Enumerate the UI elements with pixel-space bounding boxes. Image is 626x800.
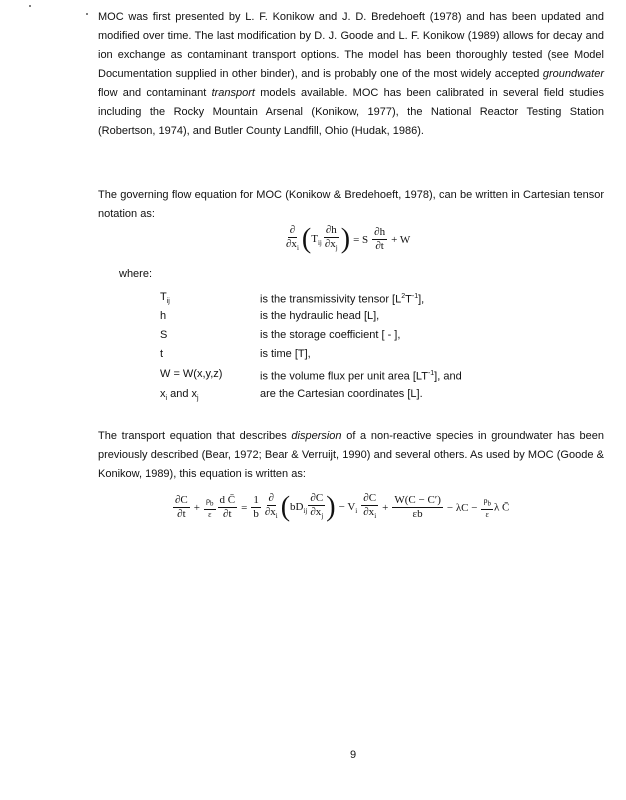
italic-text-run: transport: [211, 87, 255, 99]
text-run: The transport equation that describes: [98, 430, 292, 442]
definition-text: is the volume flux per unit area $[LT^{-1}]$, and: [260, 370, 462, 383]
definition-text: is the hydraulic head [L],: [260, 310, 380, 322]
text-run: of a non-reactive species in groundwater has been previously described (Bear, 1972; Bear & Verruijt, 1990) and several others. As used by MOC (Goode & Konikow, 1989), this equation is written as:: [98, 430, 604, 480]
definition-symbol: W = W(x,y,z): [160, 368, 223, 380]
definition-row: [160, 287, 580, 307]
flow-equation: $\frac{\partial}{\partial x_i}$ ($T_{ij}$ $\frac{\partial h}{\partial x_j}$ ) = S $\frac{\partial h}{\partial t}$ + W: [286, 223, 411, 255]
definition-text: are the Cartesian coordinates [L].: [260, 388, 423, 400]
definition-symbol: t: [160, 348, 164, 360]
italic-text-run: dispersion: [291, 430, 342, 442]
definition-row: [160, 325, 580, 345]
page-number: 9: [350, 749, 357, 761]
definition-symbol: $T_{ij}$: [160, 291, 170, 306]
text-run: models available. MOC has been calibrated in several field studies including the Rocky Mountain Arsenal (Konikow, 1977), the National Reactor Testing Station (Robertson, 1974), and Butler County Landfill, Ohio (Hudak, 1986).: [98, 87, 604, 137]
definition-symbol: S: [160, 329, 168, 341]
scan-speck: [29, 5, 31, 7]
definition-row: [160, 384, 580, 404]
intro-paragraph: [98, 8, 604, 141]
text-run: MOC was first presented by L. F. Konikow and J. D. Bredehoeft (1978) and has been updated and modified over time. The last modification by D. J. Goode and L. F. Konikow (1989) allows for decay and ion exchange as contaminant transport options. The model has been thoroughly tested (see Model Documentation supplied in other binder), and is probably one of the most widely accepted: [98, 11, 604, 80]
definition-symbol: h: [160, 310, 167, 322]
definition-row: [160, 344, 580, 364]
transport-equation: $\frac{\partial C}{\partial t}$ + $\frac{\rho_b}{\varepsilon}$ $\frac{\text{d C̄}}{\partial t}$ = $\frac{1}{b}$ $\frac{\partial}{\partial x_i}$ ($bD_{ij}$ $\frac{\partial C}{\partial x_j}$ ) − $V_i$ $\frac{\partial C}{\partial x_i}$ + $\frac{W(C - C')}{\varepsilon b}$ − λC − $\frac{\rho_b}{\varepsilon}$ λ C̄: [175, 491, 510, 523]
text-run: flow and contaminant: [98, 87, 212, 99]
text-run: The governing flow equation for MOC (Konikow & Bredehoeft, 1978), can be written in Cartesian tensor notation as:: [98, 189, 604, 220]
flow-equation-intro-paragraph: [98, 186, 604, 224]
where-label: where:: [119, 268, 153, 280]
transport-equation-intro-paragraph: [98, 427, 604, 484]
definition-text: is the storage coefficient [ - ],: [260, 329, 401, 341]
definition-row: [160, 306, 580, 326]
definition-text: is the transmissivity tensor $[L^2T^{-1}]$,: [260, 293, 425, 306]
definition-text: is time [T],: [260, 348, 311, 360]
definition-row: [160, 364, 580, 384]
italic-text-run: groundwater: [542, 68, 604, 80]
scan-speck: [86, 13, 88, 15]
definition-symbol: $x_i$ and $x_j$: [160, 388, 199, 403]
